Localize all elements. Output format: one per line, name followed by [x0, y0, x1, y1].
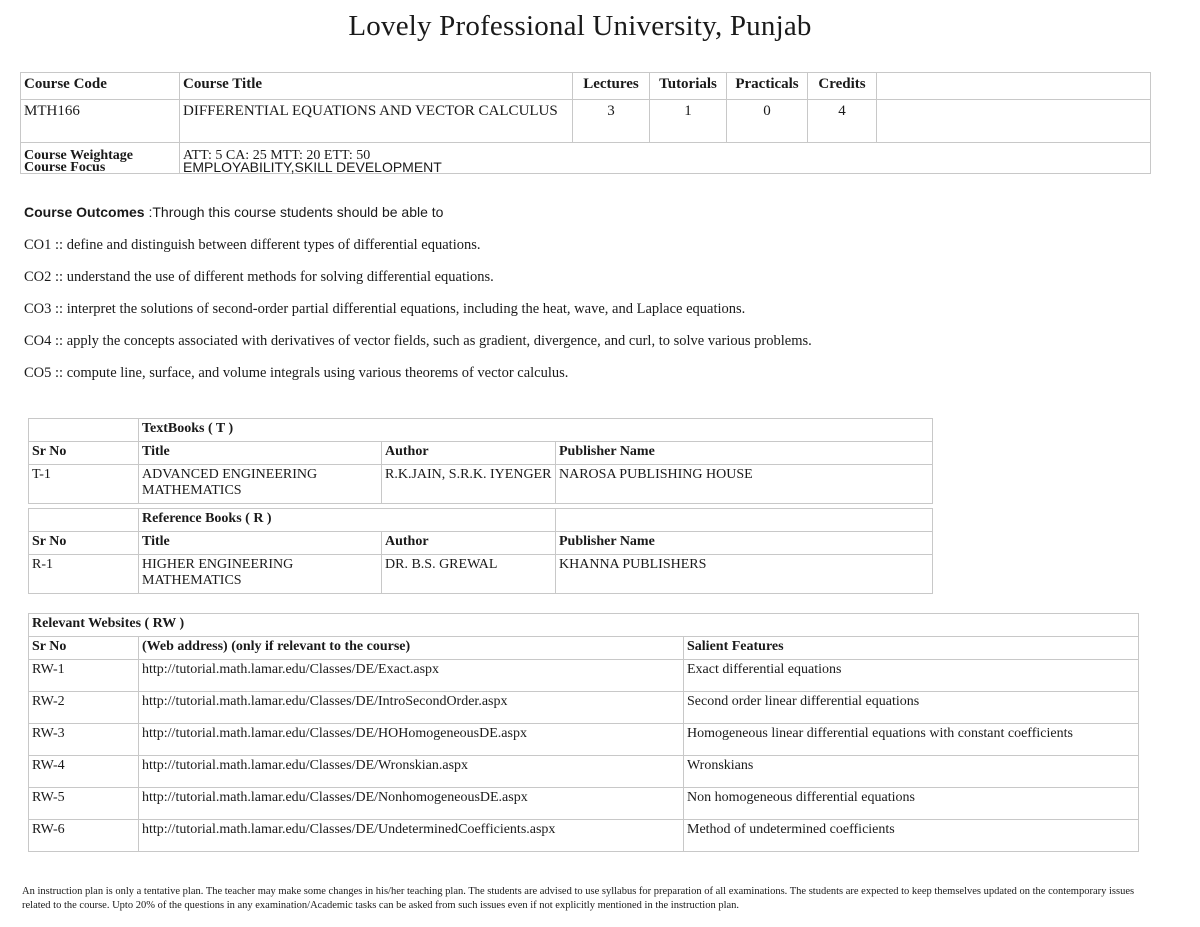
sr-no-cell: T-1	[29, 465, 139, 504]
course-focus-label: Course Focus	[24, 160, 106, 175]
course-header-row	[21, 73, 1151, 100]
lectures-value: 3	[573, 100, 650, 143]
course-outcome-item: CO5 :: compute line, surface, and volume integrals using various theorems of vector calculus.	[24, 365, 569, 381]
table-row	[29, 820, 1139, 852]
web-address-header: (Web address) (only if relevant to the course)	[139, 637, 684, 660]
disclaimer-footer: An instruction plan is only a tentative plan. The teacher may make some changes in his/her teaching plan. The students are advised to use syllabus for preparation of all examinations. The students are expected to keep themselves updated on the contemporary issues related to the course. Upto 20% of the questions in any examination/Academic tasks can be asked from such issues even if not explicitly mentioned in the instruction plan.	[22, 886, 1135, 911]
course-focus-value: EMPLOYABILITY,SKILL DEVELOPMENT	[183, 159, 442, 175]
title-cell: HIGHER ENGINEERING MATHEMATICS	[139, 555, 382, 594]
textbooks-column-row	[29, 442, 933, 465]
credits-header: Credits	[808, 73, 877, 100]
lectures-header: Lectures	[573, 73, 650, 100]
tutorials-header: Tutorials	[650, 73, 727, 100]
sr-no-cell: RW-2	[29, 692, 139, 724]
weightage-focus-row	[21, 143, 1151, 174]
table-row	[29, 692, 1139, 724]
table-row	[29, 465, 933, 504]
course-info-table	[20, 72, 1151, 174]
sr-no-cell: R-1	[29, 555, 139, 594]
credits-value: 4	[808, 100, 877, 143]
empty-header-cell	[877, 73, 1151, 100]
books-table	[28, 418, 933, 594]
web-address-cell: http://tutorial.math.lamar.edu/Classes/DE/UndeterminedCoefficients.aspx	[139, 820, 684, 852]
salient-feature-cell: Non homogeneous differential equations	[684, 788, 1139, 820]
websites-heading-row	[29, 614, 1139, 637]
course-title: DIFFERENTIAL EQUATIONS AND VECTOR CALCULUS	[180, 100, 573, 143]
empty-cell	[29, 419, 139, 442]
title-header: Title	[139, 532, 382, 555]
websites-table	[28, 613, 1139, 852]
salient-features-header: Salient Features	[684, 637, 1139, 660]
sr-no-cell: RW-3	[29, 724, 139, 756]
course-code: MTH166	[21, 100, 180, 143]
reference-books-heading: Reference Books ( R )	[139, 509, 556, 532]
author-header: Author	[382, 532, 556, 555]
sr-no-cell: RW-1	[29, 660, 139, 692]
weightage-focus-value-cell	[180, 143, 1151, 174]
web-address-cell: http://tutorial.math.lamar.edu/Classes/DE/HOHomogeneousDE.aspx	[139, 724, 684, 756]
title-cell: ADVANCED ENGINEERING MATHEMATICS	[139, 465, 382, 504]
salient-feature-cell: Method of undetermined coefficients	[684, 820, 1139, 852]
practicals-header: Practicals	[727, 73, 808, 100]
sr-no-header: Sr No	[29, 442, 139, 465]
sr-no-header: Sr No	[29, 637, 139, 660]
publisher-cell: NAROSA PUBLISHING HOUSE	[556, 465, 933, 504]
websites-column-row	[29, 637, 1139, 660]
reference-heading-row	[29, 509, 933, 532]
web-address-cell: http://tutorial.math.lamar.edu/Classes/DE/Exact.aspx	[139, 660, 684, 692]
textbooks-heading-row	[29, 419, 933, 442]
publisher-cell: KHANNA PUBLISHERS	[556, 555, 933, 594]
table-row	[29, 788, 1139, 820]
course-outcome-item: CO4 :: apply the concepts associated with derivatives of vector fields, such as gradient, divergence, and curl, to solve various problems.	[24, 333, 812, 349]
sr-no-cell: RW-4	[29, 756, 139, 788]
practicals-value: 0	[727, 100, 808, 143]
course-outcomes-intro: :Through this course students should be able to	[144, 204, 444, 220]
salient-feature-cell: Exact differential equations	[684, 660, 1139, 692]
tutorials-value: 1	[650, 100, 727, 143]
table-row	[29, 724, 1139, 756]
web-address-cell: http://tutorial.math.lamar.edu/Classes/DE/Wronskian.aspx	[139, 756, 684, 788]
table-row	[29, 756, 1139, 788]
web-address-cell: http://tutorial.math.lamar.edu/Classes/DE/NonhomogeneousDE.aspx	[139, 788, 684, 820]
page-title: Lovely Professional University, Punjab	[348, 10, 812, 42]
empty-cell	[877, 100, 1151, 143]
title-header: Title	[139, 442, 382, 465]
course-code-header: Course Code	[21, 73, 180, 100]
author-cell: R.K.JAIN, S.R.K. IYENGER	[382, 465, 556, 504]
course-weightage-value: ATT: 5 CA: 25 MTT: 20 ETT: 50	[183, 148, 371, 163]
salient-feature-cell: Homogeneous linear differential equations with constant coefficients	[684, 724, 1139, 756]
reference-column-row	[29, 532, 933, 555]
table-row	[29, 555, 933, 594]
author-cell: DR. B.S. GREWAL	[382, 555, 556, 594]
empty-cell	[29, 509, 139, 532]
author-header: Author	[382, 442, 556, 465]
course-outcomes-heading	[24, 204, 443, 220]
weightage-focus-label-cell	[21, 143, 180, 174]
course-outcomes-label: Course Outcomes	[24, 204, 145, 220]
course-outcome-item: CO1 :: define and distinguish between different types of differential equations.	[24, 237, 481, 253]
sr-no-header: Sr No	[29, 532, 139, 555]
publisher-header: Publisher Name	[556, 532, 933, 555]
sr-no-cell: RW-5	[29, 788, 139, 820]
sr-no-cell: RW-6	[29, 820, 139, 852]
course-row	[21, 100, 1151, 143]
salient-feature-cell: Wronskians	[684, 756, 1139, 788]
empty-cell	[556, 509, 933, 532]
web-address-cell: http://tutorial.math.lamar.edu/Classes/DE/IntroSecondOrder.aspx	[139, 692, 684, 724]
course-outcome-item: CO2 :: understand the use of different methods for solving differential equations.	[24, 269, 494, 285]
textbooks-heading: TextBooks ( T )	[139, 419, 933, 442]
table-row	[29, 660, 1139, 692]
course-outcome-item: CO3 :: interpret the solutions of second-order partial differential equations, including the heat, wave, and Laplace equations.	[24, 301, 746, 317]
salient-feature-cell: Second order linear differential equations	[684, 692, 1139, 724]
websites-heading: Relevant Websites ( RW )	[29, 614, 1139, 637]
publisher-header: Publisher Name	[556, 442, 933, 465]
course-title-header: Course Title	[180, 73, 573, 100]
course-weightage-label: Course Weightage	[24, 148, 134, 163]
